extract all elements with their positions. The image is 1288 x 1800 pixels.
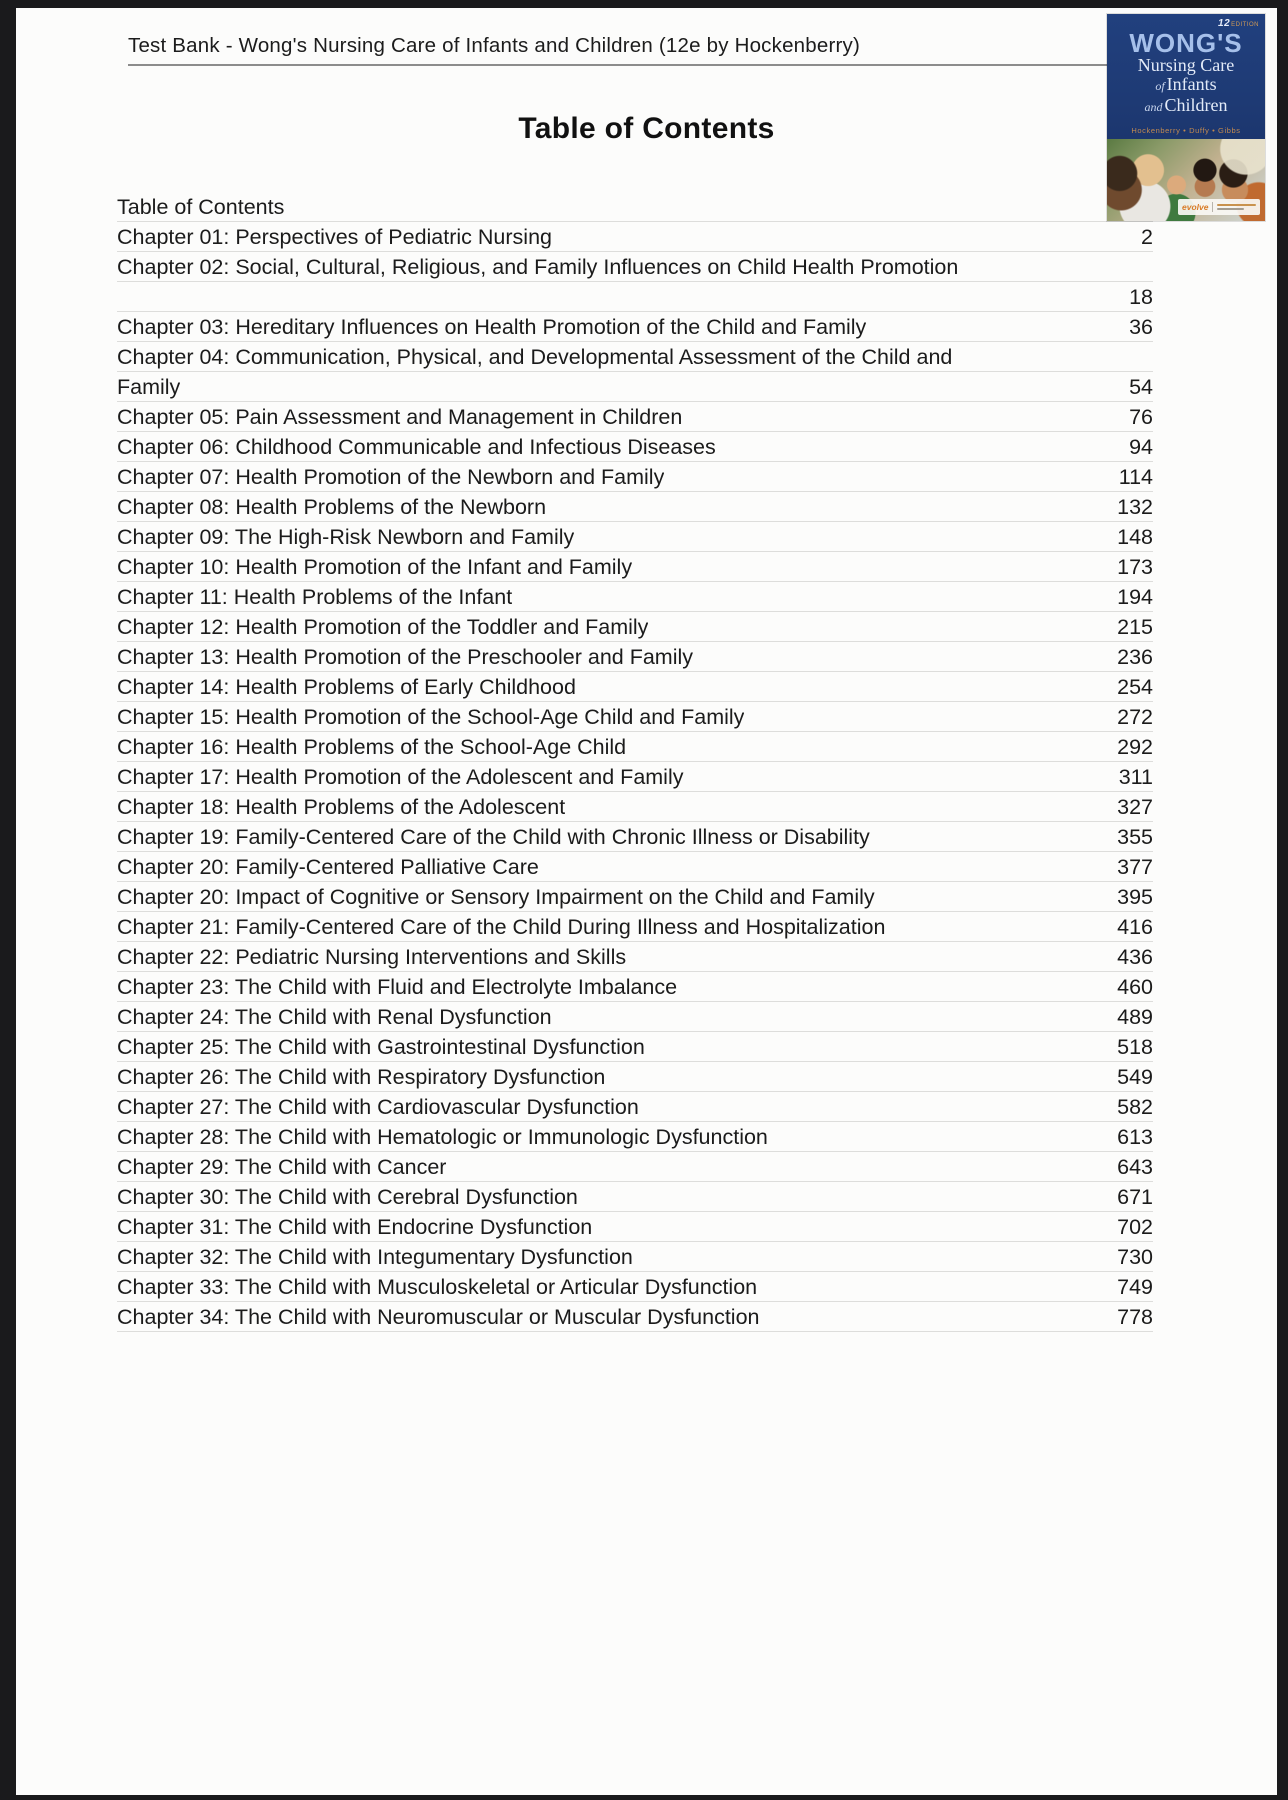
toc-line (117, 672, 1153, 702)
toc-line (117, 582, 1153, 612)
toc-line (117, 222, 1153, 252)
toc-entry-page: 254 (1117, 675, 1153, 699)
cover-children-photo (1107, 139, 1265, 221)
toc-line (117, 1242, 1153, 1272)
toc-entry-page: 395 (1117, 885, 1153, 909)
toc-entry-page: 292 (1117, 735, 1153, 759)
toc-entry-title: Chapter 09: The High-Risk Newborn and Family (117, 525, 575, 549)
cover-brand-title: WONG'S (1129, 28, 1243, 58)
toc-entry-title: Chapter 07: Health Promotion of the Newborn and Family (117, 465, 665, 489)
toc-entry-title: Chapter 28: The Child with Hematologic or Immunologic Dysfunction (117, 1125, 768, 1149)
toc-entry-title: Family (117, 375, 181, 399)
toc-entry-title: Chapter 15: Health Promotion of the School-Age Child and Family (117, 705, 745, 729)
badge-divider (1212, 202, 1213, 212)
cover-series-line3 (1107, 96, 1265, 117)
toc-entry-title: Chapter 19: Family-Centered Care of the Child with Chronic Illness or Disability (117, 825, 870, 849)
toc-line (117, 372, 1153, 402)
toc-entry-page: 2 (1141, 225, 1153, 249)
toc-entry-title: Chapter 10: Health Promotion of the Infant and Family (117, 555, 633, 579)
document-header (128, 34, 1107, 66)
toc-entry-page: 272 (1117, 705, 1153, 729)
toc-entry-page: 114 (1118, 465, 1153, 489)
toc-entry-page: 489 (1117, 1005, 1153, 1029)
toc-entry-page: 54 (1129, 375, 1153, 399)
toc-line (117, 282, 1153, 312)
cover-series-line2-prefix: of (1155, 79, 1165, 93)
toc-entry-page: 194 (1117, 585, 1153, 609)
toc-entry-page: 311 (1118, 765, 1153, 789)
toc-entry-page: 132 (1117, 495, 1153, 519)
toc-entry-title: Chapter 26: The Child with Respiratory Dysfunction (117, 1065, 606, 1089)
cover-edition-word: EDITION (1231, 22, 1259, 28)
toc-entry-page: 671 (1117, 1185, 1153, 1209)
toc-line (117, 552, 1153, 582)
toc-entry-page: 613 (1117, 1125, 1153, 1149)
toc-line (117, 942, 1153, 972)
toc-entry-title: Chapter 04: Communication, Physical, and Developmental Assessment of the Child and (117, 345, 953, 369)
toc-entry-page: 94 (1129, 435, 1153, 459)
toc-entry-page: 549 (1117, 1065, 1153, 1089)
cover-edition-tag (1218, 18, 1259, 29)
toc-entry-title: Table of Contents (117, 195, 285, 219)
toc-entry-title: Chapter 18: Health Problems of the Adolescent (117, 795, 566, 819)
toc-entry-title: Chapter 06: Childhood Communicable and Infectious Diseases (117, 435, 716, 459)
toc-entry-title: Chapter 29: The Child with Cancer (117, 1155, 447, 1179)
toc-line (117, 492, 1153, 522)
toc-entry-title: Chapter 24: The Child with Renal Dysfunction (117, 1005, 552, 1029)
toc-line (117, 1122, 1153, 1152)
toc-line (117, 1302, 1153, 1332)
toc-entry-title: Chapter 27: The Child with Cardiovascular Dysfunction (117, 1095, 639, 1119)
toc-line (117, 912, 1153, 942)
cover-authors: Hockenberry • Duffy • Gibbs (1131, 126, 1241, 135)
toc-entry-page: 460 (1117, 975, 1153, 999)
toc-entry-page: 36 (1129, 315, 1153, 339)
toc-line (117, 522, 1153, 552)
toc-entry-page: 582 (1117, 1095, 1153, 1119)
toc-entry-page: 18 (1129, 285, 1153, 309)
toc-entry-title: Chapter 23: The Child with Fluid and Electrolyte Imbalance (117, 975, 678, 999)
toc-entry-page: 749 (1117, 1275, 1153, 1299)
toc-entry-title: Chapter 03: Hereditary Influences on Health Promotion of the Child and Family (117, 315, 867, 339)
toc-entry-page: 355 (1117, 825, 1153, 849)
cover-series-line3-prefix: and (1144, 100, 1163, 114)
toc-entry-title: Chapter 21: Family-Centered Care of the Child During Illness and Hospitalization (117, 915, 886, 939)
toc-line (117, 792, 1153, 822)
toc-line (117, 1212, 1153, 1242)
toc-line (117, 252, 1153, 282)
toc-entry-title: Chapter 22: Pediatric Nursing Interventions and Skills (117, 945, 627, 969)
toc-entry-page: 702 (1117, 1215, 1153, 1239)
toc-entry-page: 327 (1117, 795, 1153, 819)
toc-entry-title: Chapter 13: Health Promotion of the Preschooler and Family (117, 645, 694, 669)
cover-series-line2 (1107, 75, 1265, 96)
toc-line (117, 882, 1153, 912)
toc-line (117, 762, 1153, 792)
toc-entry-title: Chapter 01: Perspectives of Pediatric Nursing (117, 225, 552, 249)
toc-line (117, 342, 1153, 372)
toc-line (117, 702, 1153, 732)
toc-entry-page: 148 (1117, 525, 1153, 549)
evolve-badge (1178, 199, 1260, 215)
toc-entry-title: Chapter 05: Pain Assessment and Management in Children (117, 405, 683, 429)
cover-edition-number: 12 (1218, 18, 1231, 29)
toc-entry-title: Chapter 25: The Child with Gastrointestinal Dysfunction (117, 1035, 645, 1059)
toc-entry-title: Chapter 20: Family-Centered Palliative Care (117, 855, 539, 879)
toc-entry-title: Chapter 02: Social, Cultural, Religious, and Family Influences on Child Health Promotion (117, 255, 959, 279)
toc-line (117, 1182, 1153, 1212)
book-cover (1107, 14, 1265, 221)
toc-line (117, 462, 1153, 492)
toc-entry-title: Chapter 32: The Child with Integumentary Dysfunction (117, 1245, 633, 1269)
cover-series-line3-word: Children (1164, 95, 1228, 115)
evolve-logo: evolve (1182, 202, 1209, 212)
toc-line (117, 732, 1153, 762)
toc-entry-page: 518 (1117, 1035, 1153, 1059)
toc-list (117, 192, 1153, 1332)
toc-entry-page: 215 (1117, 615, 1153, 639)
badge-fineprint-lines (1217, 204, 1256, 210)
toc-line (117, 822, 1153, 852)
toc-entry-page: 236 (1117, 645, 1153, 669)
toc-line (117, 972, 1153, 1002)
toc-entry-page: 436 (1117, 945, 1153, 969)
toc-entry-title: Chapter 16: Health Problems of the School-Age Child (117, 735, 627, 759)
toc-entry-page: 643 (1117, 1155, 1153, 1179)
toc-entry-title: Chapter 31: The Child with Endocrine Dysfunction (117, 1215, 593, 1239)
toc-line (117, 642, 1153, 672)
toc-entry-title: Chapter 11: Health Problems of the Infant (117, 585, 513, 609)
toc-entry-title: Chapter 33: The Child with Musculoskeletal or Articular Dysfunction (117, 1275, 758, 1299)
toc-entry-title: Chapter 17: Health Promotion of the Adolescent and Family (117, 765, 684, 789)
toc-entry-title: Chapter 30: The Child with Cerebral Dysfunction (117, 1185, 578, 1209)
toc-entry-page: 173 (1117, 555, 1153, 579)
toc-entry-title: Chapter 14: Health Problems of Early Childhood (117, 675, 576, 699)
toc-line (117, 192, 1153, 222)
toc-line (117, 402, 1153, 432)
toc-entry-page: 730 (1117, 1245, 1153, 1269)
document-page (16, 8, 1277, 1795)
toc-line (117, 852, 1153, 882)
toc-entry-title: Chapter 20: Impact of Cognitive or Sensory Impairment on the Child and Family (117, 885, 875, 909)
toc-entry-page: 778 (1117, 1305, 1153, 1329)
toc-entry-title: Chapter 34: The Child with Neuromuscular or Muscular Dysfunction (117, 1305, 760, 1329)
toc-line (117, 1062, 1153, 1092)
toc-entry-title: Chapter 12: Health Promotion of the Toddler and Family (117, 615, 649, 639)
toc-line (117, 1152, 1153, 1182)
cover-blue-panel (1107, 14, 1265, 139)
toc-line (117, 312, 1153, 342)
toc-entry-title: Chapter 08: Health Problems of the Newborn (117, 495, 547, 519)
toc-line (117, 612, 1153, 642)
toc-line (117, 1032, 1153, 1062)
header-title: Test Bank - Wong's Nursing Care of Infants and Children (12e by Hockenberry) (128, 34, 861, 57)
toc-entry-page: 416 (1117, 915, 1153, 939)
toc-line (117, 432, 1153, 462)
toc-line (117, 1092, 1153, 1122)
toc-entry-page: 76 (1129, 405, 1153, 429)
page-title: Table of Contents (518, 112, 775, 145)
cover-series-line2-word: Infants (1166, 74, 1217, 94)
toc-line (117, 1002, 1153, 1032)
cover-series-line1: Nursing Care (1137, 55, 1235, 75)
toc-line (117, 1272, 1153, 1302)
toc-entry-page: 377 (1117, 855, 1153, 879)
